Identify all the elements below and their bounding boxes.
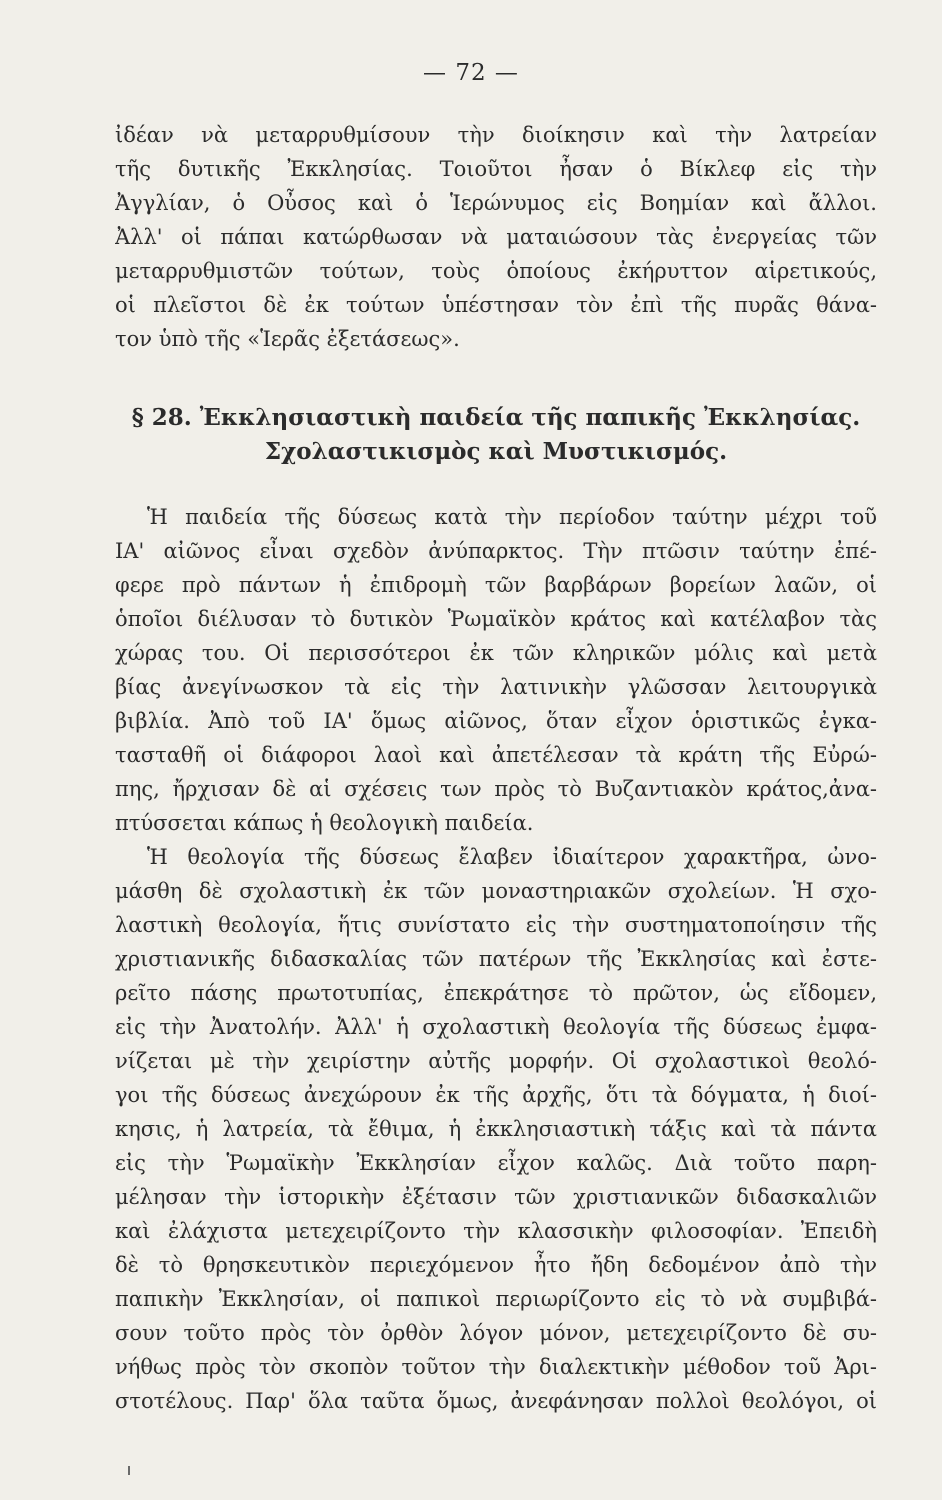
text-line: εἰς τὴν Ἀνατολήν. Ἀλλ' ἡ σχολαστικὴ θεολογία τῆς δύσεως ἐμφα- (115, 1015, 877, 1039)
text-line: Ἀλλ' οἱ πάπαι κατώρθωσαν νὰ ματαιώσουν τὰς ἐνεργείας τῶν (115, 225, 877, 249)
text-line: πτύσσεται κάπως ἡ θεολογικὴ παιδεία. (115, 811, 534, 835)
text-line: βίας ἀνεγίνωσκον τὰ εἰς τὴν λατινικὴν γλῶσσαν λειτουργικὰ (115, 675, 877, 699)
text-line: βιβλία. Ἀπὸ τοῦ ΙΑ' ὅμως αἰῶνος, ὅταν εἶχον ὁριστικῶς ἐγκα- (115, 709, 877, 733)
text-line: χριστιανικῆς διδασκαλίας τῶν πατέρων τῆς Ἐκκλησίας καὶ ἐστε- (115, 947, 877, 971)
text-line: παπικὴν Ἐκκλησίαν, οἱ παπικοὶ περιωρίζοντο εἰς τὸ νὰ συμβιβά- (115, 1287, 877, 1311)
text-line: πης, ἤρχισαν δὲ αἱ σχέσεις των πρὸς τὸ Βυζαντιακὸν κράτος,ἀνα- (115, 777, 877, 801)
text-line: ὁποῖοι διέλυσαν τὸ δυτικὸν Ῥωμαϊκὸν κράτος καὶ κατέλαβον τὰς (115, 607, 877, 631)
text-line: νήθως πρὸς τὸν σκοπὸν τοῦτον τὴν διαλεκτικὴν μέθοδον τοῦ Ἀρι- (115, 1355, 877, 1379)
text-line: στοτέλους. Παρ' ὅλα ταῦτα ὅμως, ἀνεφάνησαν πολλοὶ θεολόγοι, οἱ (115, 1389, 877, 1413)
text-line: χώρας του. Οἱ περισσότεροι ἐκ τῶν κληρικῶν μόλις καὶ μετὰ (115, 641, 877, 665)
text-line: ρεῖτο πάσης πρωτοτυπίας, ἐπεκράτησε τὸ πρῶτον, ὡς εἴδομεν, (115, 981, 877, 1005)
text-line: σουν τοῦτο πρὸς τὸν ὀρθὸν λόγον μόνον, μετεχειρίζοντο δὲ συ- (115, 1321, 877, 1345)
text-line: κησις, ἡ λατρεία, τὰ ἔθιμα, ἡ ἐκκλησιαστικὴ τάξις καὶ τὰ πάντα (115, 1117, 877, 1141)
text-line: μέλησαν τὴν ἱστορικὴν ἐξέτασιν τῶν χριστιανικῶν διδασκαλιῶν (115, 1185, 877, 1209)
text-line: καὶ ἐλάχιστα μετεχειρίζοντο τὴν κλασσικὴν φιλοσοφίαν. Ἐπειδὴ (115, 1219, 877, 1243)
text-line: τῆς δυτικῆς Ἐκκλησίας. Τοιοῦτοι ἦσαν ὁ Βίκλεφ εἰς τὴν (115, 157, 877, 181)
text-line: μάσθη δὲ σχολαστικὴ ἐκ τῶν μοναστηριακῶν σχολείων. Ἡ σχο- (115, 879, 877, 903)
text-line: νίζεται μὲ τὴν χειρίστην αὐτῆς μορφήν. Οἱ σχολαστικοὶ θεολό- (115, 1049, 877, 1073)
text-line: φερε πρὸ πάντων ἡ ἐπιδρομὴ τῶν βαρβάρων βορείων λαῶν, οἱ (115, 573, 877, 597)
text-line: Ἀγγλίαν, ὁ Οὖσος καὶ ὁ Ἱερώνυμος εἰς Βοημίαν καὶ ἄλλοι. (115, 191, 877, 215)
page-number: — 72 — (423, 60, 519, 86)
text-line: ἰδέαν νὰ μεταρρυθμίσουν τὴν διοίκησιν καὶ τὴν λατρείαν (115, 123, 877, 147)
text-line: Ἡ παιδεία τῆς δύσεως κατὰ τὴν περίοδον ταύτην μέχρι τοῦ (147, 505, 877, 529)
ink-speck (128, 1466, 130, 1475)
text-line: δὲ τὸ θρησκευτικὸν περιεχόμενον ἦτο ἤδη δεδομένον ἀπὸ τὴν (115, 1253, 877, 1277)
text-line: τον ὑπὸ τῆς «Ἱερᾶς ἐξετάσεως». (115, 327, 460, 351)
text-line: ΙΑ' αἰῶνος εἶναι σχεδὸν ἀνύπαρκτος. Τὴν πτῶσιν ταύτην ἐπέ- (115, 539, 877, 563)
text-line: μεταρρυθμιστῶν τούτων, τοὺς ὁποίους ἐκήρυττον αἱρετικούς, (115, 259, 877, 283)
text-line: λαστικὴ θεολογία, ἥτις συνίστατο εἰς τὴν συστηματοποίησιν τῆς (115, 913, 877, 937)
text-line: τασταθῆ οἱ διάφοροι λαοὶ καὶ ἀπετέλεσαν τὰ κράτη τῆς Εὐρώ- (115, 743, 877, 767)
text-line: γοι τῆς δύσεως ἀνεχώρουν ἐκ τῆς ἀρχῆς, ὅτι τὰ δόγματα, ἡ διοί- (115, 1083, 877, 1107)
text-line: εἰς τὴν Ῥωμαϊκὴν Ἐκκλησίαν εἶχον καλῶς. Διὰ τοῦτο παρη- (115, 1151, 877, 1175)
section-heading-line-1: § 28. Ἐκκλησιαστικὴ παιδεία τῆς παπικῆς Ἐκκλησίας. (131, 404, 861, 431)
section-heading-line-2: Σχολαστικισμὸς καὶ Μυστικισμός. (264, 438, 728, 465)
text-line: οἱ πλεῖστοι δὲ ἐκ τούτων ὑπέστησαν τὸν ἐπὶ τῆς πυρᾶς θάνα- (115, 293, 877, 317)
text-line: Ἡ θεολογία τῆς δύσεως ἔλαβεν ἰδιαίτερον χαρακτῆρα, ὠνο- (147, 845, 877, 869)
